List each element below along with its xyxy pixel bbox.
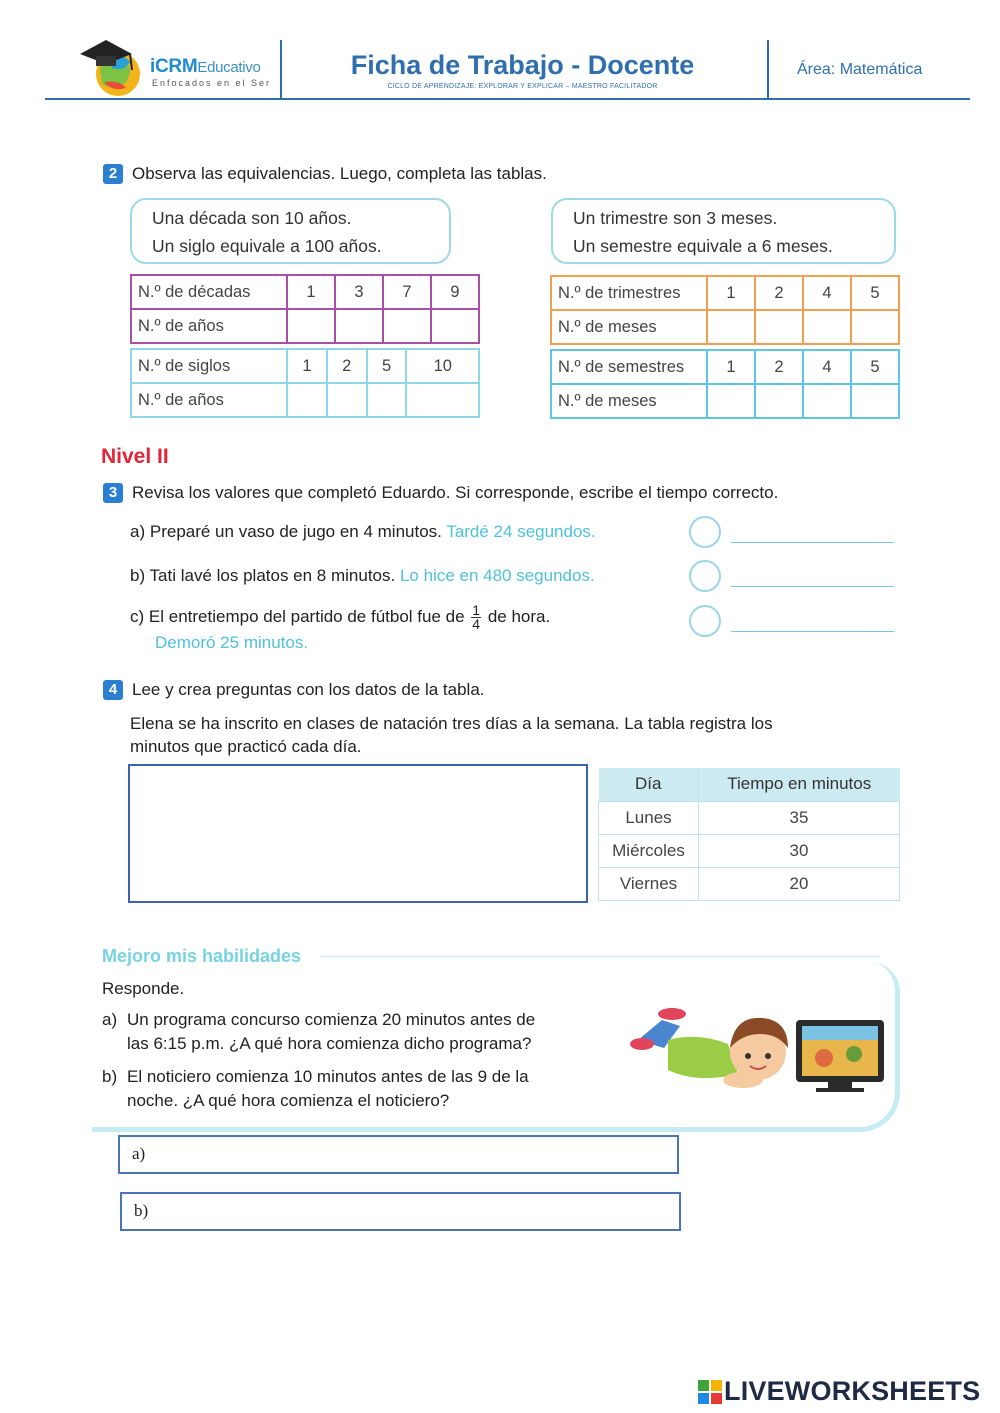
item-text: El entretiempo del partido de fútbol fue de <box>148 606 465 626</box>
logo-graduation-icon <box>78 34 150 100</box>
item-letter: a) <box>130 522 146 541</box>
table-cell: 4 <box>803 350 851 384</box>
table-cell: 5 <box>367 349 407 383</box>
answer-box-b[interactable] <box>120 1192 681 1231</box>
table-row <box>599 834 900 867</box>
header-divider <box>280 40 282 100</box>
habil-item-letter: a) <box>102 1010 118 1029</box>
table-row <box>599 801 900 834</box>
habil-item-text: las 6:15 p.m. ¿A qué hora comienza dicho programa? <box>127 1034 532 1053</box>
habil-item-text: noche. ¿A qué hora comienza el noticiero? <box>127 1091 450 1110</box>
table-cell: Miércoles <box>599 834 699 867</box>
equivalence-text: Un siglo equivale a 100 años. <box>152 236 382 256</box>
answer-cell[interactable] <box>327 383 367 417</box>
item-letter: b) <box>130 566 146 585</box>
answer-cell[interactable] <box>755 384 803 418</box>
answer-cell[interactable] <box>851 384 899 418</box>
row-label: N.º de meses <box>551 384 707 418</box>
item-text: Preparé un vaso de jugo en 4 minutos. <box>149 522 442 541</box>
table-cell: 20 <box>699 867 900 900</box>
answer-cell[interactable] <box>803 384 851 418</box>
fraction-denominator: 4 <box>472 616 481 632</box>
answer-line[interactable] <box>731 586 894 587</box>
table-cell: Viernes <box>599 867 699 900</box>
equivalence-text: Una década son 10 años. <box>152 208 352 228</box>
answer-label: a) <box>132 1144 146 1163</box>
habil-item-text: Un programa concurso comienza 20 minutos antes de <box>127 1010 536 1029</box>
answer-cell[interactable] <box>707 310 755 344</box>
row-label: N.º de meses <box>551 310 707 344</box>
level-heading: Nivel II <box>101 445 169 468</box>
item-student-answer: Tardé 24 segundos. <box>446 522 596 541</box>
table-cell: 1 <box>707 350 755 384</box>
answer-cell[interactable] <box>803 310 851 344</box>
table-row <box>551 384 899 418</box>
item-text: de hora. <box>487 606 551 626</box>
row-label: N.º de años <box>131 383 287 417</box>
table-trimestres <box>550 275 900 345</box>
check-circle[interactable] <box>689 605 721 637</box>
answer-cell[interactable] <box>406 383 479 417</box>
equivalence-text: Un semestre equivale a 6 meses. <box>573 236 833 256</box>
question-number: 3 <box>103 483 123 503</box>
q4-paragraph: minutos que practicó cada día. <box>130 737 362 756</box>
answer-cell[interactable] <box>287 309 335 343</box>
row-label: N.º de décadas <box>131 275 287 309</box>
table-cell: 35 <box>699 801 900 834</box>
q4-paragraph: Elena se ha inscrito en clases de natación tres días a la semana. La tabla registra los <box>130 714 773 733</box>
answer-box-a[interactable] <box>118 1135 679 1174</box>
table-cell: 4 <box>803 276 851 310</box>
table-row <box>131 349 479 383</box>
answer-cell[interactable] <box>367 383 407 417</box>
header-rule <box>45 98 970 100</box>
item-student-answer: Demoró 25 minutos. <box>155 633 309 652</box>
fraction-numerator: 1 <box>472 602 481 618</box>
table-row <box>551 350 899 384</box>
table-cell: 2 <box>755 350 803 384</box>
table-row <box>551 276 899 310</box>
answer-cell[interactable] <box>851 310 899 344</box>
question-input-box[interactable] <box>128 764 588 903</box>
answer-cell[interactable] <box>431 309 479 343</box>
footer-brand: LIVEWORKSHEETS <box>724 1376 981 1406</box>
q2-instruction: Observa las equivalencias. Luego, completa las tablas. <box>132 164 547 183</box>
fraction <box>471 604 481 631</box>
row-label: N.º de años <box>131 309 287 343</box>
liveworksheets-logo-icon <box>698 1380 722 1404</box>
question-number: 4 <box>103 680 123 700</box>
answer-cell[interactable] <box>755 310 803 344</box>
table-row <box>131 383 479 417</box>
check-circle[interactable] <box>689 516 721 548</box>
row-label: N.º de trimestres <box>551 276 707 310</box>
logo-brand: iCRMEducativo <box>150 56 261 77</box>
page-title: Ficha de Trabajo - Docente <box>350 50 695 80</box>
item-student-answer: Lo hice en 480 segundos. <box>399 566 595 585</box>
table-header-row <box>599 768 900 801</box>
q3-item-c <box>130 604 550 631</box>
table-decadas <box>130 274 480 344</box>
table-cell: 5 <box>851 350 899 384</box>
row-label: N.º de semestres <box>551 350 707 384</box>
logo-tagline: Enfocados en el Ser <box>152 78 272 88</box>
column-header: Tiempo en minutos <box>699 768 900 801</box>
table-cell: 1 <box>287 275 335 309</box>
q3-instruction: Revisa los valores que completó Eduardo. Si corresponde, escribe el tiempo correcto. <box>132 483 779 502</box>
table-cell: 1 <box>707 276 755 310</box>
question-number: 2 <box>103 164 123 184</box>
header-divider <box>767 40 769 100</box>
answer-label: b) <box>134 1201 149 1220</box>
table-cell: Lunes <box>599 801 699 834</box>
table-row <box>599 867 900 900</box>
swimming-table <box>598 768 900 901</box>
answer-cell[interactable] <box>335 309 383 343</box>
subject-area: Área: Matemática <box>797 61 923 78</box>
q3-item-b <box>130 566 595 586</box>
q4-instruction: Lee y crea preguntas con los datos de la tabla. <box>132 680 485 699</box>
answer-cell[interactable] <box>707 384 755 418</box>
equivalence-box-left <box>130 198 451 264</box>
equivalence-box-right <box>551 198 896 264</box>
equivalence-text: Un trimestre son 3 meses. <box>573 208 778 228</box>
habil-item-letter: b) <box>102 1067 118 1086</box>
table-cell: 3 <box>335 275 383 309</box>
answer-line[interactable] <box>731 631 894 632</box>
column-header: Día <box>599 768 699 801</box>
table-siglos <box>130 348 480 418</box>
girl-watching-tv-illustration <box>628 1000 890 1100</box>
answer-cell[interactable] <box>287 383 327 417</box>
table-cell: 30 <box>699 834 900 867</box>
habil-item-text: El noticiero comienza 10 minutos antes de las 9 de la <box>127 1067 529 1086</box>
table-row <box>551 310 899 344</box>
item-letter: c) <box>130 606 145 626</box>
item-text: Tati lavé los platos en 8 minutos. <box>149 566 396 585</box>
section-rule <box>320 956 880 957</box>
table-cell: 1 <box>287 349 327 383</box>
q3-item-a <box>130 522 596 542</box>
table-row <box>131 275 479 309</box>
table-semestres <box>550 349 900 419</box>
check-circle[interactable] <box>689 560 721 592</box>
table-cell: 5 <box>851 276 899 310</box>
section-heading: Mejoro mis habilidades <box>102 946 302 966</box>
table-cell: 9 <box>431 275 479 309</box>
table-row <box>131 309 479 343</box>
row-label: N.º de siglos <box>131 349 287 383</box>
answer-line[interactable] <box>731 542 894 543</box>
responde-label: Responde. <box>102 979 185 998</box>
table-cell: 10 <box>406 349 479 383</box>
table-cell: 7 <box>383 275 431 309</box>
answer-cell[interactable] <box>383 309 431 343</box>
table-cell: 2 <box>755 276 803 310</box>
table-cell: 2 <box>327 349 367 383</box>
page-subtitle: CICLO DE APRENDIZAJE: EXPLORAR Y EXPLICAR – MAESTRO FACILITADOR <box>387 83 658 90</box>
